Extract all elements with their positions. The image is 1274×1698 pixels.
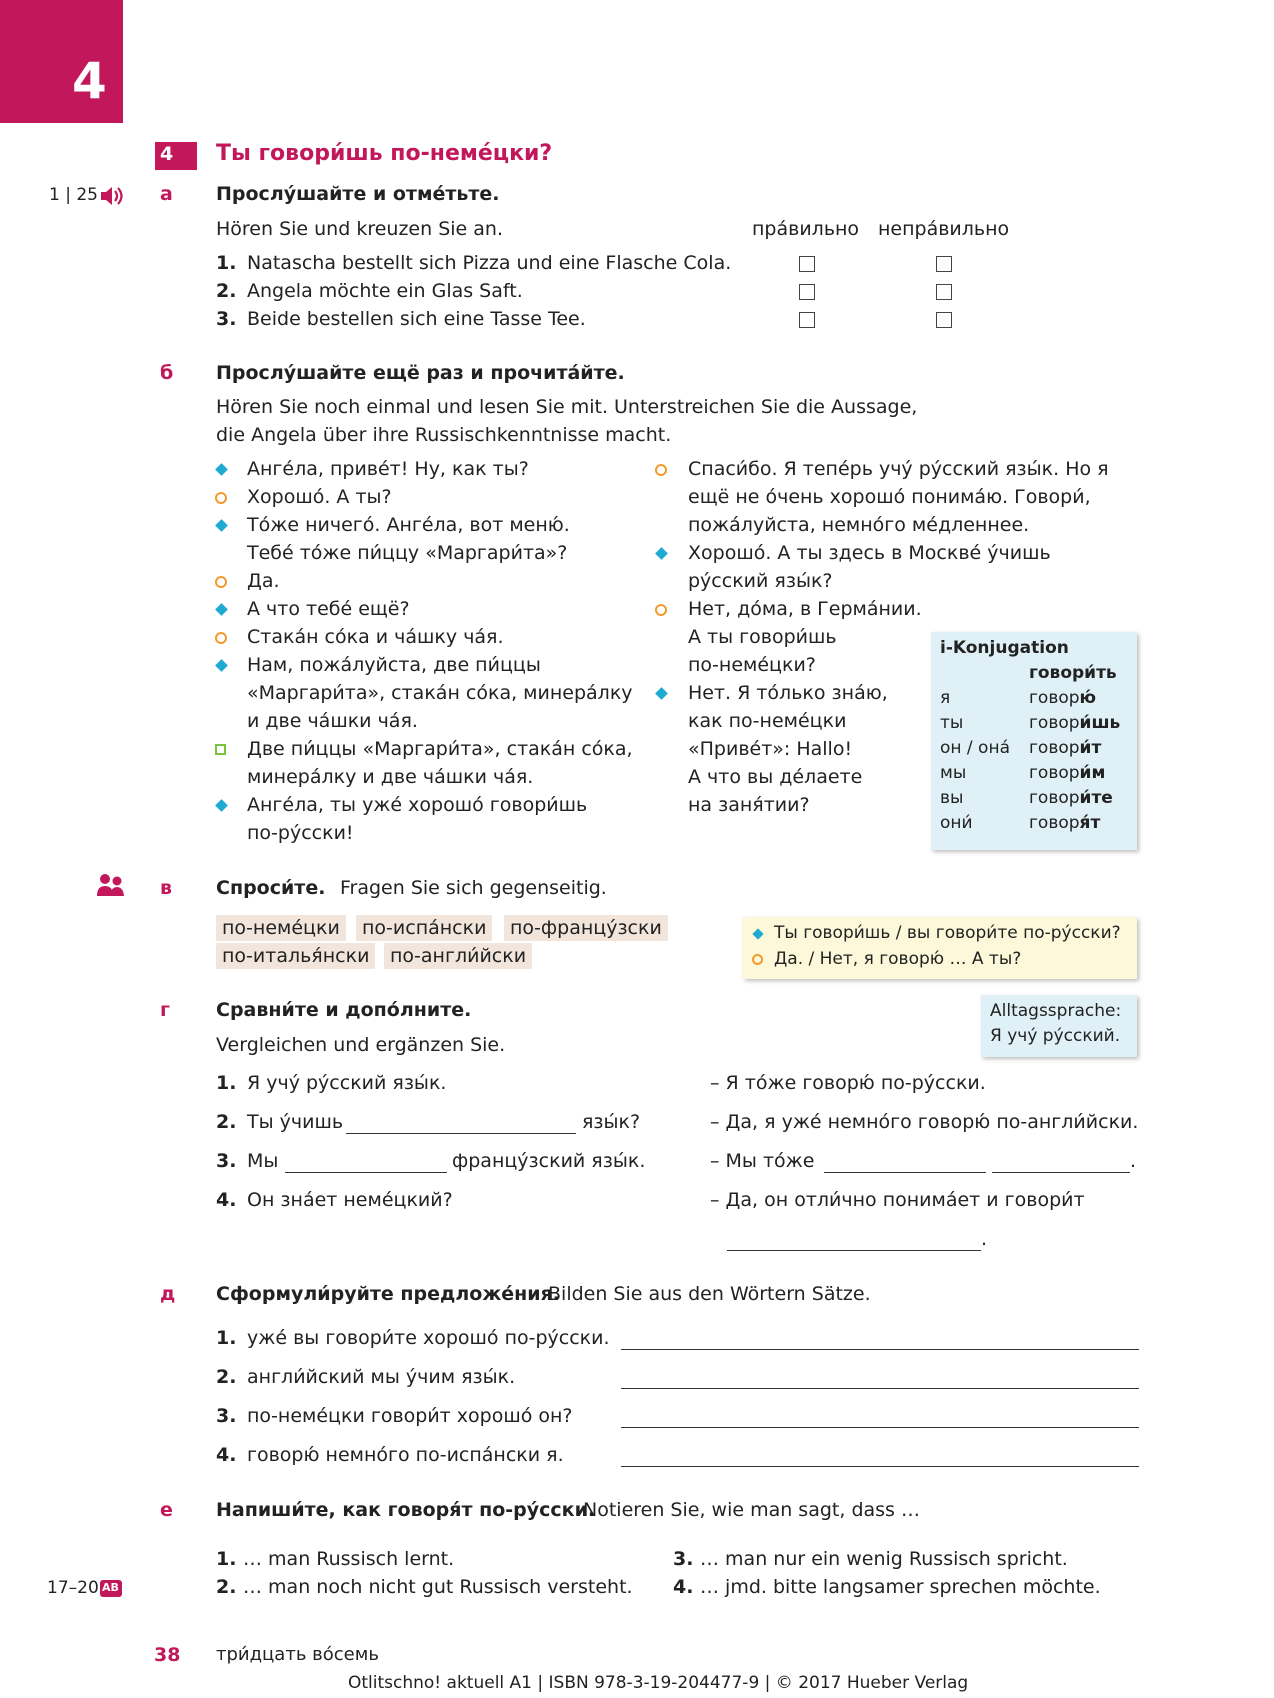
g-item-left-end: францу́зский язы́к. (452, 1150, 646, 1172)
g-item-num: 3. (216, 1150, 237, 1172)
g-item-left: Я учу́ ру́сский язы́к. (247, 1072, 447, 1094)
workbook-badge: AB (100, 1580, 122, 1597)
section-b-instruction-2: die Angela über ihre Russischkenntnisse macht. (216, 424, 672, 446)
g-item-num: 4. (216, 1189, 237, 1211)
language-chip: по-англи́йски (384, 943, 532, 969)
dialog-example-box (743, 917, 1137, 979)
dialogue-line: Да. (247, 570, 280, 592)
konj-pronoun: они́ (940, 813, 973, 833)
checkbox-false[interactable] (936, 256, 952, 272)
language-chip: по-францу́зски (504, 915, 668, 941)
page-number-word: три́дцать во́семь (216, 1644, 379, 1665)
dialogue-line: А что вы де́лаете (688, 766, 863, 788)
section-g-instruction: Vergleichen und ergänzen Sie. (216, 1034, 506, 1056)
section-v-title: Спроси́те. (216, 877, 326, 899)
answer-blank[interactable] (285, 1172, 447, 1173)
section-b-title: Прослу́шайте ещё раз и прочита́йте. (216, 362, 625, 384)
section-a-instruction: Hören Sie und kreuzen Sie an. (216, 218, 503, 240)
exercise-number-badge (155, 142, 197, 170)
speaker-diamond-icon (752, 928, 763, 939)
speaker-diamond-icon (215, 463, 228, 476)
speaker-circle-icon (752, 954, 763, 965)
dialogue-line: Хорошо́. А ты? (247, 486, 392, 508)
dialogue-line: по-ру́сски! (247, 822, 354, 844)
d-item-num: 4. (216, 1444, 237, 1466)
konj-pronoun: он / она́ (940, 738, 1010, 758)
konj-pronoun: я (940, 688, 951, 708)
alltagssprache-box (981, 995, 1137, 1057)
dialogue-line: То́же ничего́. Анге́ла, вот меню́. (247, 514, 570, 536)
page-number: 38 (154, 1644, 181, 1666)
speaker-square-icon (215, 744, 226, 755)
a-item-text: Natascha bestellt sich Pizza und eine Flasche Cola. (247, 252, 732, 274)
e-item-text: … jmd. bitte langsamer sprechen möchte. (700, 1576, 1101, 1598)
dialogue-line: минера́лку и две ча́шки ча́я. (247, 766, 534, 788)
konj-form: говори́т (1029, 738, 1102, 758)
chapter-tab (0, 0, 123, 123)
speaker-circle-icon (655, 464, 667, 476)
dialogue-line: и две ча́шки ча́я. (247, 710, 418, 732)
a-item-num: 2. (216, 280, 237, 302)
g-item-right: – Мы то́же (710, 1150, 815, 1172)
g-item-num: 1. (216, 1072, 237, 1094)
workbook-reference: 17–20 (47, 1578, 99, 1598)
dialogue-line: Анге́ла, ты уже́ хорошо́ говори́шь (247, 794, 588, 816)
answer-blank[interactable] (824, 1172, 986, 1173)
section-a-title: Прослу́шайте и отме́тьте. (216, 183, 500, 205)
konj-pronoun: ты (940, 713, 964, 733)
section-e-letter: е (160, 1499, 173, 1521)
speaker-diamond-icon (655, 547, 668, 560)
d-item-text: англи́йский мы у́чим язы́к. (247, 1366, 516, 1388)
section-v-instruction: Fragen Sie sich gegenseitig. (340, 877, 607, 899)
dialogue-line: Две пи́ццы «Маргари́та», стака́н со́ка, (247, 738, 633, 760)
g-item-right: – Да, я уже́ немно́го говорю́ по-англи́йски. (710, 1111, 1139, 1133)
chapter-number: 4 (72, 52, 107, 110)
e-item-text: … man nur ein wenig Russisch spricht. (700, 1548, 1068, 1570)
g-item-left: Мы (247, 1150, 279, 1172)
konjugation-title: i-Konjugation (940, 638, 1069, 658)
e-item-text: … man Russisch lernt. (243, 1548, 455, 1570)
konj-form: говорю́ (1029, 688, 1097, 708)
g-item-right: – Я то́же говорю́ по-ру́сски. (710, 1072, 986, 1094)
sentence-end-dot: . (981, 1228, 988, 1250)
dialogue-line: «Маргари́та», стака́н со́ка, минера́лку (247, 682, 633, 704)
g-item-left: Ты у́чишь (247, 1111, 344, 1133)
language-chip: по-италья́нски (216, 943, 375, 969)
section-d-title: Сформули́руйте предложе́ния. (216, 1283, 560, 1305)
dialog-answer: Да. / Нет, я говорю́ … А ты? (774, 949, 1022, 969)
section-e-title: Напиши́те, как говоря́т по-ру́сски. (216, 1499, 596, 1521)
section-b-instruction-1: Hören Sie noch einmal und lesen Sie mit. Unterstreichen Sie die Aussage, (216, 396, 918, 418)
answer-blank[interactable] (727, 1250, 981, 1251)
dialogue-line: пожа́луйста, немно́го ме́дленнее. (688, 514, 1030, 536)
dialogue-line: Спаси́бо. Я тепе́рь учу́ ру́сский язы́к. Но я (688, 458, 1109, 480)
dialog-question: Ты говори́шь / вы говори́те по-ру́сски? (774, 923, 1121, 943)
konj-form: говори́шь (1029, 713, 1121, 733)
dialogue-line: Стака́н со́ка и ча́шку ча́я. (247, 626, 504, 648)
dialogue-line: ру́сский язы́к? (688, 570, 833, 592)
konj-pronoun: вы (940, 788, 964, 808)
a-item-text: Angela möchte ein Glas Saft. (247, 280, 523, 302)
dialogue-line: по-неме́цки? (688, 654, 816, 676)
speaker-circle-icon (215, 576, 227, 588)
checkbox-true[interactable] (799, 312, 815, 328)
section-g-title: Сравни́те и допо́лните. (216, 999, 472, 1021)
dialogue-line: Тебе́ то́же пи́ццу «Маргари́та»? (247, 542, 568, 564)
d-item-num: 1. (216, 1327, 237, 1349)
a-item-text: Beide bestellen sich eine Tasse Tee. (247, 308, 586, 330)
dialogue-line: Нет. Я то́лько зна́ю, (688, 682, 888, 704)
e-item-num: 1. (216, 1548, 237, 1570)
answer-line[interactable] (621, 1427, 1139, 1428)
speaker-diamond-icon (655, 687, 668, 700)
e-item-num: 3. (673, 1548, 694, 1570)
exercise-title: Ты говори́шь по-неме́цки? (216, 141, 553, 166)
d-item-text: говорю́ немно́го по-испа́нски я. (247, 1444, 564, 1466)
alltag-label: Alltagssprache: (990, 1001, 1122, 1021)
d-item-num: 2. (216, 1366, 237, 1388)
answer-line[interactable] (621, 1466, 1139, 1467)
answer-blank[interactable] (346, 1133, 576, 1134)
language-chip: по-испа́нски (356, 915, 492, 941)
d-item-text: по-неме́цки говори́т хорошо́ он? (247, 1405, 573, 1427)
section-v-letter: в (160, 877, 173, 899)
audio-track: 1 | 25 (49, 185, 98, 205)
column-false-header: непра́вильно (878, 218, 1010, 240)
a-item-num: 3. (216, 308, 237, 330)
alltag-phrase: Я учу́ ру́сский. (990, 1026, 1121, 1046)
section-a-letter: а (160, 183, 173, 205)
dialogue-line: «Приве́т»: Hallo! (688, 738, 853, 760)
section-d-instruction: Bilden Sie aus den Wörtern Sätze. (548, 1283, 871, 1305)
g-item-num: 2. (216, 1111, 237, 1133)
answer-line[interactable] (621, 1349, 1139, 1350)
speaker-diamond-icon (215, 519, 228, 532)
speaker-diamond-icon (215, 659, 228, 672)
konj-form: говори́те (1029, 788, 1113, 808)
dialogue-line: Нет, до́ма, в Герма́нии. (688, 598, 922, 620)
section-g-letter: г (160, 999, 170, 1021)
speaker-circle-icon (215, 492, 227, 504)
checkbox-true[interactable] (799, 284, 815, 300)
checkbox-false[interactable] (936, 312, 952, 328)
checkbox-true[interactable] (799, 256, 815, 272)
g-item-right: – Да, он отли́чно понима́ет и говори́т (710, 1189, 1085, 1211)
pair-work-icon (96, 872, 126, 903)
dialogue-line: А что тебе́ ещё? (247, 598, 410, 620)
speaker-diamond-icon (215, 603, 228, 616)
speaker-circle-icon (215, 632, 227, 644)
a-item-num: 1. (216, 252, 237, 274)
language-chip: по-неме́цки (216, 915, 346, 941)
konjugation-box (931, 632, 1137, 850)
section-b-letter: б (160, 362, 174, 384)
checkbox-false[interactable] (936, 284, 952, 300)
dialogue-line: Нам, пожа́луйста, две пи́ццы (247, 654, 541, 676)
dialogue-line: А ты говори́шь (688, 626, 837, 648)
sentence-end-dot: . (1130, 1150, 1137, 1172)
g-item-left: Он зна́ет неме́цкий? (247, 1189, 453, 1211)
dialogue-line: на заня́тии? (688, 794, 810, 816)
dialogue-line: ещё не о́чень хорошо́ понима́ю. Говори́, (688, 486, 1091, 508)
section-e-instruction: Notieren Sie, wie man sagt, dass … (583, 1499, 920, 1521)
speaker-diamond-icon (215, 799, 228, 812)
section-d-letter: д (160, 1283, 176, 1305)
konjugation-verb: говори́ть (1029, 663, 1117, 683)
dialogue-line: как по-неме́цки (688, 710, 847, 732)
konj-form: говоря́т (1029, 813, 1101, 833)
exercise-number: 4 (160, 143, 174, 165)
answer-blank[interactable] (992, 1172, 1130, 1173)
konj-pronoun: мы (940, 763, 967, 783)
e-item-num: 2. (216, 1576, 237, 1598)
copyright-line: Otlitschno! aktuell A1 | ISBN 978-3-19-204477-9 | © 2017 Hueber Verlag (348, 1673, 969, 1693)
column-true-header: пра́вильно (752, 218, 860, 240)
e-item-num: 4. (673, 1576, 694, 1598)
dialogue-line: Хорошо́. А ты здесь в Москве́ у́чишь (688, 542, 1051, 564)
e-item-text: … man noch nicht gut Russisch versteht. (243, 1576, 633, 1598)
answer-line[interactable] (621, 1388, 1139, 1389)
d-item-num: 3. (216, 1405, 237, 1427)
dialogue-line: Анге́ла, приве́т! Ну, как ты? (247, 458, 529, 480)
d-item-text: уже́ вы говори́те хорошо́ по-ру́сски. (247, 1327, 610, 1349)
konj-form: говори́м (1029, 763, 1106, 783)
speaker-circle-icon (655, 604, 667, 616)
speaker-icon[interactable] (98, 183, 124, 214)
g-item-left-end: язы́к? (582, 1111, 641, 1133)
